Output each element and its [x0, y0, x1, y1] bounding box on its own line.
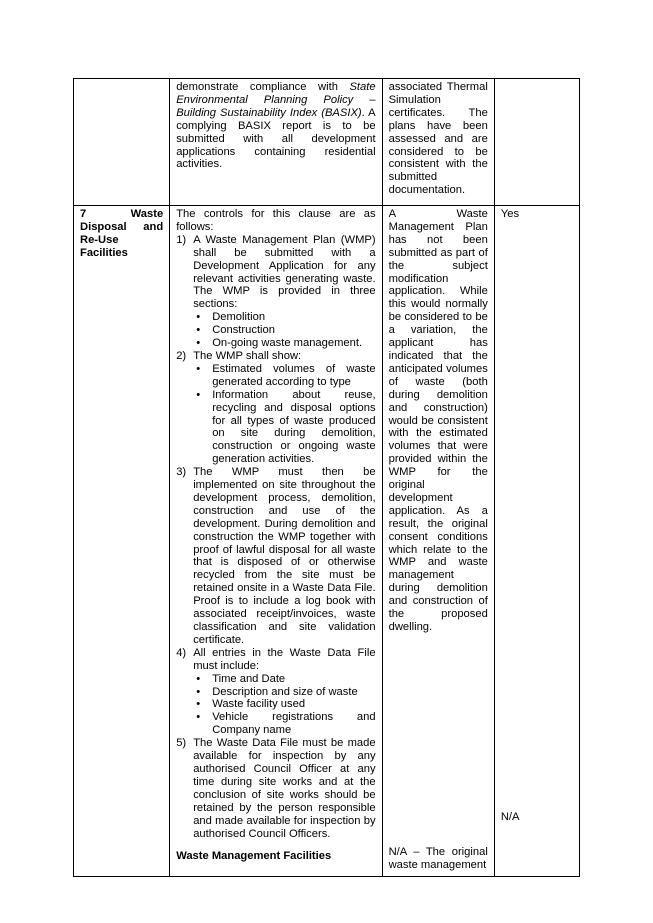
clause-title-word2: Disposal [80, 220, 127, 233]
bullet-list [193, 673, 375, 738]
item-number: 5) [176, 737, 187, 750]
complies-cell [494, 206, 579, 877]
controls-cell [170, 79, 382, 206]
compliance-table [73, 78, 580, 877]
bullet-icon: • [196, 362, 201, 375]
controls-text-policy: State Environmental Planning Policy – Building Sustainability Index (BASIX) [176, 81, 376, 119]
controls-intro: The controls for this clause are as follows: [176, 208, 376, 233]
table-row [74, 206, 580, 877]
clause-number: 7 [80, 208, 87, 220]
bullet-text: Waste facility used [212, 698, 306, 711]
item-text: The WMP must then be implemented on site throughout the development process, demolition, construction and use of the development. During demolition and construction the WMP together with proof of lawful disposal for all waste that is disposed of or otherwise recycled from the site must be retained onsite in a Waste Data File. Proof is to include a log book with associated receipt/invoices, waste classification and site validation certificate. [193, 466, 376, 646]
clause-heading-line3: Re-Use [80, 233, 119, 246]
bullet-icon: • [196, 388, 201, 401]
complies-cell [494, 79, 579, 206]
bullet-item [193, 673, 375, 686]
item-number: 3) [176, 466, 187, 479]
controls-text-c: . A complying BASIX report is to be submitted with all development applications containing residential activities. [176, 106, 376, 171]
bullet-icon: • [196, 672, 201, 685]
bullet-text: Construction [212, 324, 275, 337]
bullet-item [193, 698, 375, 711]
controls-list [176, 234, 375, 841]
bullet-icon: • [196, 698, 201, 711]
bullet-text: Information about reuse, recycling and disposal options for all types of waste produced on site during demolition, construction or ongoing waste generation activities. [212, 388, 376, 466]
bullet-item [193, 324, 375, 337]
list-item [176, 350, 375, 466]
bullet-text: Time and Date [212, 672, 286, 685]
controls-text-a: demonstrate compliance with [176, 81, 350, 93]
item-text: A Waste Management Plan (WMP) shall be submitted with a Development Application for any relevant activities generating waste. The WMP is provided in three sections: [193, 233, 376, 311]
bullet-text: Demolition [212, 311, 266, 324]
item-text: The Waste Data File must be made available for inspection by any authorised Council Officer at any time during site works and at the conclusion of site works should be retained by the person responsible and made available for inspection by authorised Council Officers. [193, 737, 376, 840]
clause-cell [74, 206, 170, 877]
bullet-text: On-going waste management. [212, 337, 363, 350]
clause-title-word3: and [143, 220, 164, 233]
bullet-item [193, 311, 375, 324]
complies-text: Yes [500, 208, 520, 220]
bullet-text: Description and size of waste [212, 685, 358, 698]
item-text: The WMP shall show: [193, 349, 302, 362]
bullet-text: Vehicle registrations and Company name [212, 711, 376, 737]
sub-heading: Waste Management Facilities [176, 850, 332, 863]
table-row [74, 79, 580, 206]
list-item [176, 466, 375, 647]
bullet-icon: • [196, 685, 201, 698]
item-number: 1) [176, 233, 187, 246]
clause-title-word1: Waste [130, 208, 164, 220]
clause-heading-line2 [80, 221, 163, 234]
bullet-text: Estimated volumes of waste generated according to type [212, 362, 376, 388]
bullet-item [193, 389, 375, 466]
complies-text-2: N/A [500, 810, 520, 823]
comment-cell [382, 206, 494, 877]
list-item [176, 234, 375, 350]
item-text: All entries in the Waste Data File must include: [193, 646, 376, 672]
bullet-list [193, 311, 375, 350]
list-item [176, 647, 375, 737]
bullet-item [193, 711, 375, 737]
bullet-item [193, 337, 375, 350]
controls-cell [170, 206, 382, 877]
clause-heading-line1 [80, 208, 163, 221]
bullet-icon: • [196, 324, 201, 337]
comment-cell [382, 79, 494, 206]
bullet-item [193, 363, 375, 389]
comment-text-2: N/A – The original waste management [388, 845, 488, 871]
bullet-icon: • [196, 311, 201, 324]
comment-text: associated Thermal Simulation certificates. The plans have been assessed and are considered to be consistent with the submitted documentation. [388, 81, 488, 197]
bullet-icon: • [196, 337, 201, 350]
comment-text: A Waste Management Plan has not been submitted as part of the subject modification application. While this would normally be considered to be a variation, the applicant has indicated that the anticipated volumes of waste (both during demolition and construction) would be consistent with the estimated volumes that were provided within the WMP for the original development application. As a result, the original consent conditions which relate to the WMP and waste management during demolition and construction of the proposed dwelling. [388, 208, 488, 633]
item-number: 4) [176, 646, 187, 659]
bullet-item [193, 686, 375, 699]
item-number: 2) [176, 349, 187, 362]
list-item [176, 737, 375, 840]
clause-cell [74, 79, 170, 206]
bullet-icon: • [196, 711, 201, 724]
bullet-list [193, 363, 375, 466]
clause-heading-line4: Facilities [80, 246, 128, 259]
